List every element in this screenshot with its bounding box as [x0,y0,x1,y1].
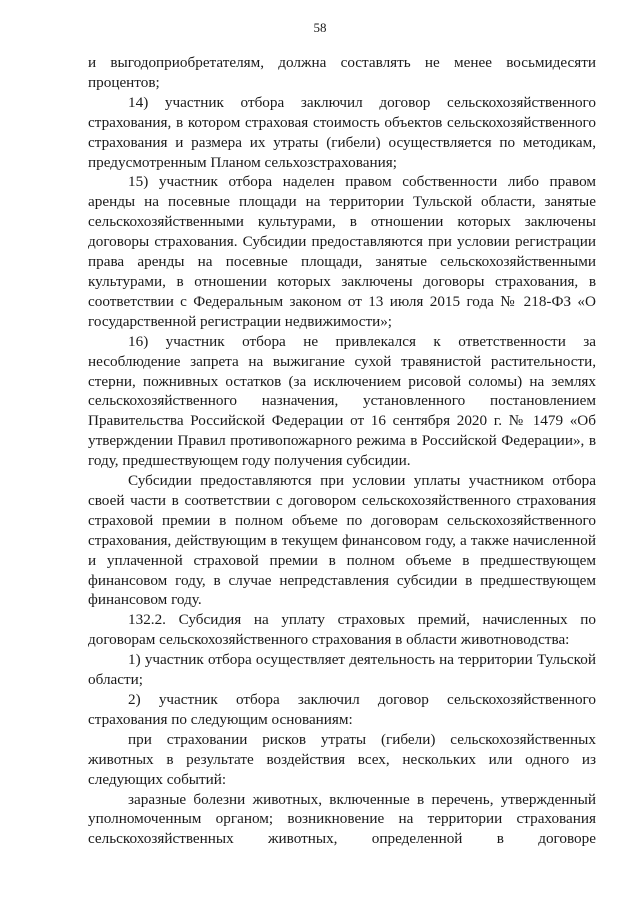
paragraph-section-132-2: 132.2. Субсидия на уплату страховых премий, начисленных по договорам сельскохозяйственного страхования в области животноводства: [88,611,596,649]
paragraph-item-14: 14) участник отбора заключил договор сельскохозяйственного страхования, в котором страховая стоимость объектов сельскохозяйственного страхования и размера их утраты (гибели) осуществляется по методикам, предусмотренным Планом сельхозстрахования; [88,93,596,171]
paragraph-risk-insurance: при страховании рисков утраты (гибели) сельскохозяйственных животных в результате воздействия всех, нескольких или одного из следующих событий: [88,730,596,788]
page-number: 58 [313,20,327,35]
paragraph-continuation: и выгодоприобретателям, должна составлять не менее восьмидесяти процентов; [88,54,596,91]
paragraph-item-2: 2) участник отбора заключил договор сельскохозяйственного страхования по следующим основаниям: [88,691,596,728]
paragraph-subsidy-condition: Субсидии предоставляются при условии уплаты участником отбора своей части в соответствии с договором сельскохозяйственного страхования страховой премии в полном объеме по договорам сельскохозяйственного страхования, действующим в текущем финансовом году, а также начисленной и уплаченной страховой премии в полном объеме в предшествующем финансовом году, в случае непредставления субсидии в предшествующем финансовом году. [88,472,596,609]
paragraph-item-1: 1) участник отбора осуществляет деятельность на территории Тульской области; [88,651,596,689]
paragraph-item-15: 15) участник отбора наделен правом собственности либо правом аренды на посевные площади на территории Тульской области, занятые сельскохозяйственными культурами, в отношении которых заключены договоры страхования. Субсидии предоставляются при условии регистрации права аренды на посевные площади, занятые сельскохозяйственными культурами, в отношении которых заключены договоры страхования, в соответствии с Федеральным законом от 13 июля 2015 года № 218-ФЗ «О государственной регистрации недвижимости»; [88,173,596,330]
document-body [88,53,596,849]
paragraph-contagious-diseases: заразные болезни животных, включенные в перечень, утвержденный уполномоченным органом; возникновение на территории страхования сельскохозяйственных животных, определенной в договоре [88,790,596,848]
paragraph-item-16: 16) участник отбора не привлекался к ответственности за несоблюдение запрета на выжигание сухой травянистой растительности, стерни, пожнивных остатков (за исключением рисовой соломы) на землях сельскохозяйственного назначения, установленного постановлением Правительства Российской Федерации от 16 сентября 2020 г. № 1479 «Об утверждении Правил противопожарного режима в Российской Федерации», в году, предшествующем году получения субсидии. [88,332,596,470]
